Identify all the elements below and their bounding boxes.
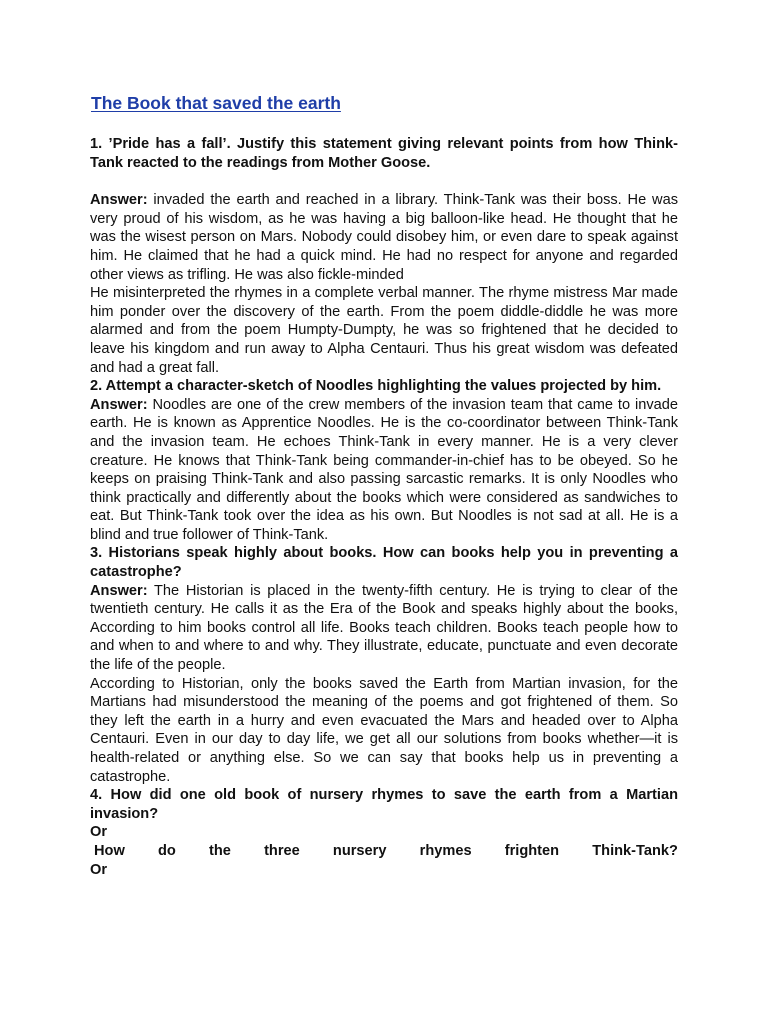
answer-3-paragraph-2: According to Historian, only the books saved the Earth from Martian invasion, for the Martians had misunderstood the meaning of the poems and got frightened of them. So they left the earth in a hurry and even evacuated the Mars and headed over to Alpha Centauri. Even in our day to day life, we get all our solutions from books whether—it is health-related or anything else. So we can say that books help us in preventing a catastrophe. [90, 675, 678, 785]
or-separator-2: Or [90, 861, 108, 878]
or-separator-1: Or [90, 824, 108, 841]
answer-2-text: Noodles are one of the crew members of the invasion team that came to invade earth. He is known as Apprentice Noodles. He is the co-coordinator between Think-Tank and the invasion team. He echoes Think-Tank in every manner. He is a very clever creature. He knows that Think-Tank being commander-in-chief has to be obeyed. So he keeps on praising Think-Tank and also passing sarcastic remarks. It is only Noodles who think practically and differently about the books which were considered as sandwiches to eat. But Think-Tank took over the idea as his own. But Noodles is not sad at all. He is a blind and true follower of Think-Tank. [90, 396, 678, 543]
alt-word: frighten [504, 842, 560, 859]
document-title: The Book that saved the earth [91, 93, 341, 113]
question-3: 3. Historians speak highly about books. How can books help you in preventing a catastrophe? [90, 545, 678, 581]
alt-word: nursery [332, 842, 387, 859]
answer-1-text-1: invaded the earth and reached in a library. Think-Tank was their boss. He was very proud of his wisdom, as he was having a big balloon-like head. He thought that he was the wisest person on Mars. Nobody could disobey him, or even dare to speak against him. He claimed that he had a quick mind. He had no respect for anyone and regarded other views as trifling. He was also fickle-minded [90, 192, 678, 283]
answer-3-text-1: The Historian is placed in the twenty-fifth century. He is trying to clear of the twentieth century. He calls it as the Era of the Book and speaks highly about the books, According to him books control all life. Books teach children. Books teach people how to and when to and where to and why. They illustrate, educate, punctuate and even decorate the life of the people. [90, 582, 678, 674]
document-body [90, 135, 678, 879]
answer-3-paragraph-1 [90, 582, 678, 675]
answer-label: Answer: [90, 396, 148, 413]
alt-word: three [264, 842, 300, 859]
answer-label: Answer: [90, 582, 148, 599]
question-4-alternative [90, 842, 678, 861]
alt-word: How [94, 842, 125, 859]
alt-word: Think-Tank? [592, 842, 678, 859]
alt-word: the [209, 842, 231, 859]
question-4: 4. How did one old book of nursery rhymes to save the earth from a Martian invasion? [90, 787, 678, 822]
question-2: 2. Attempt a character-sketch of Noodles highlighting the values projected by him. [90, 378, 662, 395]
answer-label: Answer: [90, 192, 148, 209]
answer-2-paragraph [90, 396, 678, 545]
question-1: 1. ’Pride has a fall’. Justify this statement giving relevant points from how Think-Tank reacted to the readings from Mother Goose. [90, 136, 678, 171]
alt-word: do [157, 842, 176, 859]
answer-1-paragraph-2: He misinterpreted the rhymes in a complete verbal manner. The rhyme mistress Mar made him ponder over the discovery of the earth. From the poem diddle-diddle he was more alarmed and from the poem Humpty-Dumpty, he was so frightened that he decided to leave his kingdom and run away to Alpha Centauri. Thus his great wisdom was defeated and had a great fall. [90, 285, 678, 376]
answer-1-paragraph-1 [90, 191, 678, 284]
alt-word: rhymes [419, 842, 472, 859]
